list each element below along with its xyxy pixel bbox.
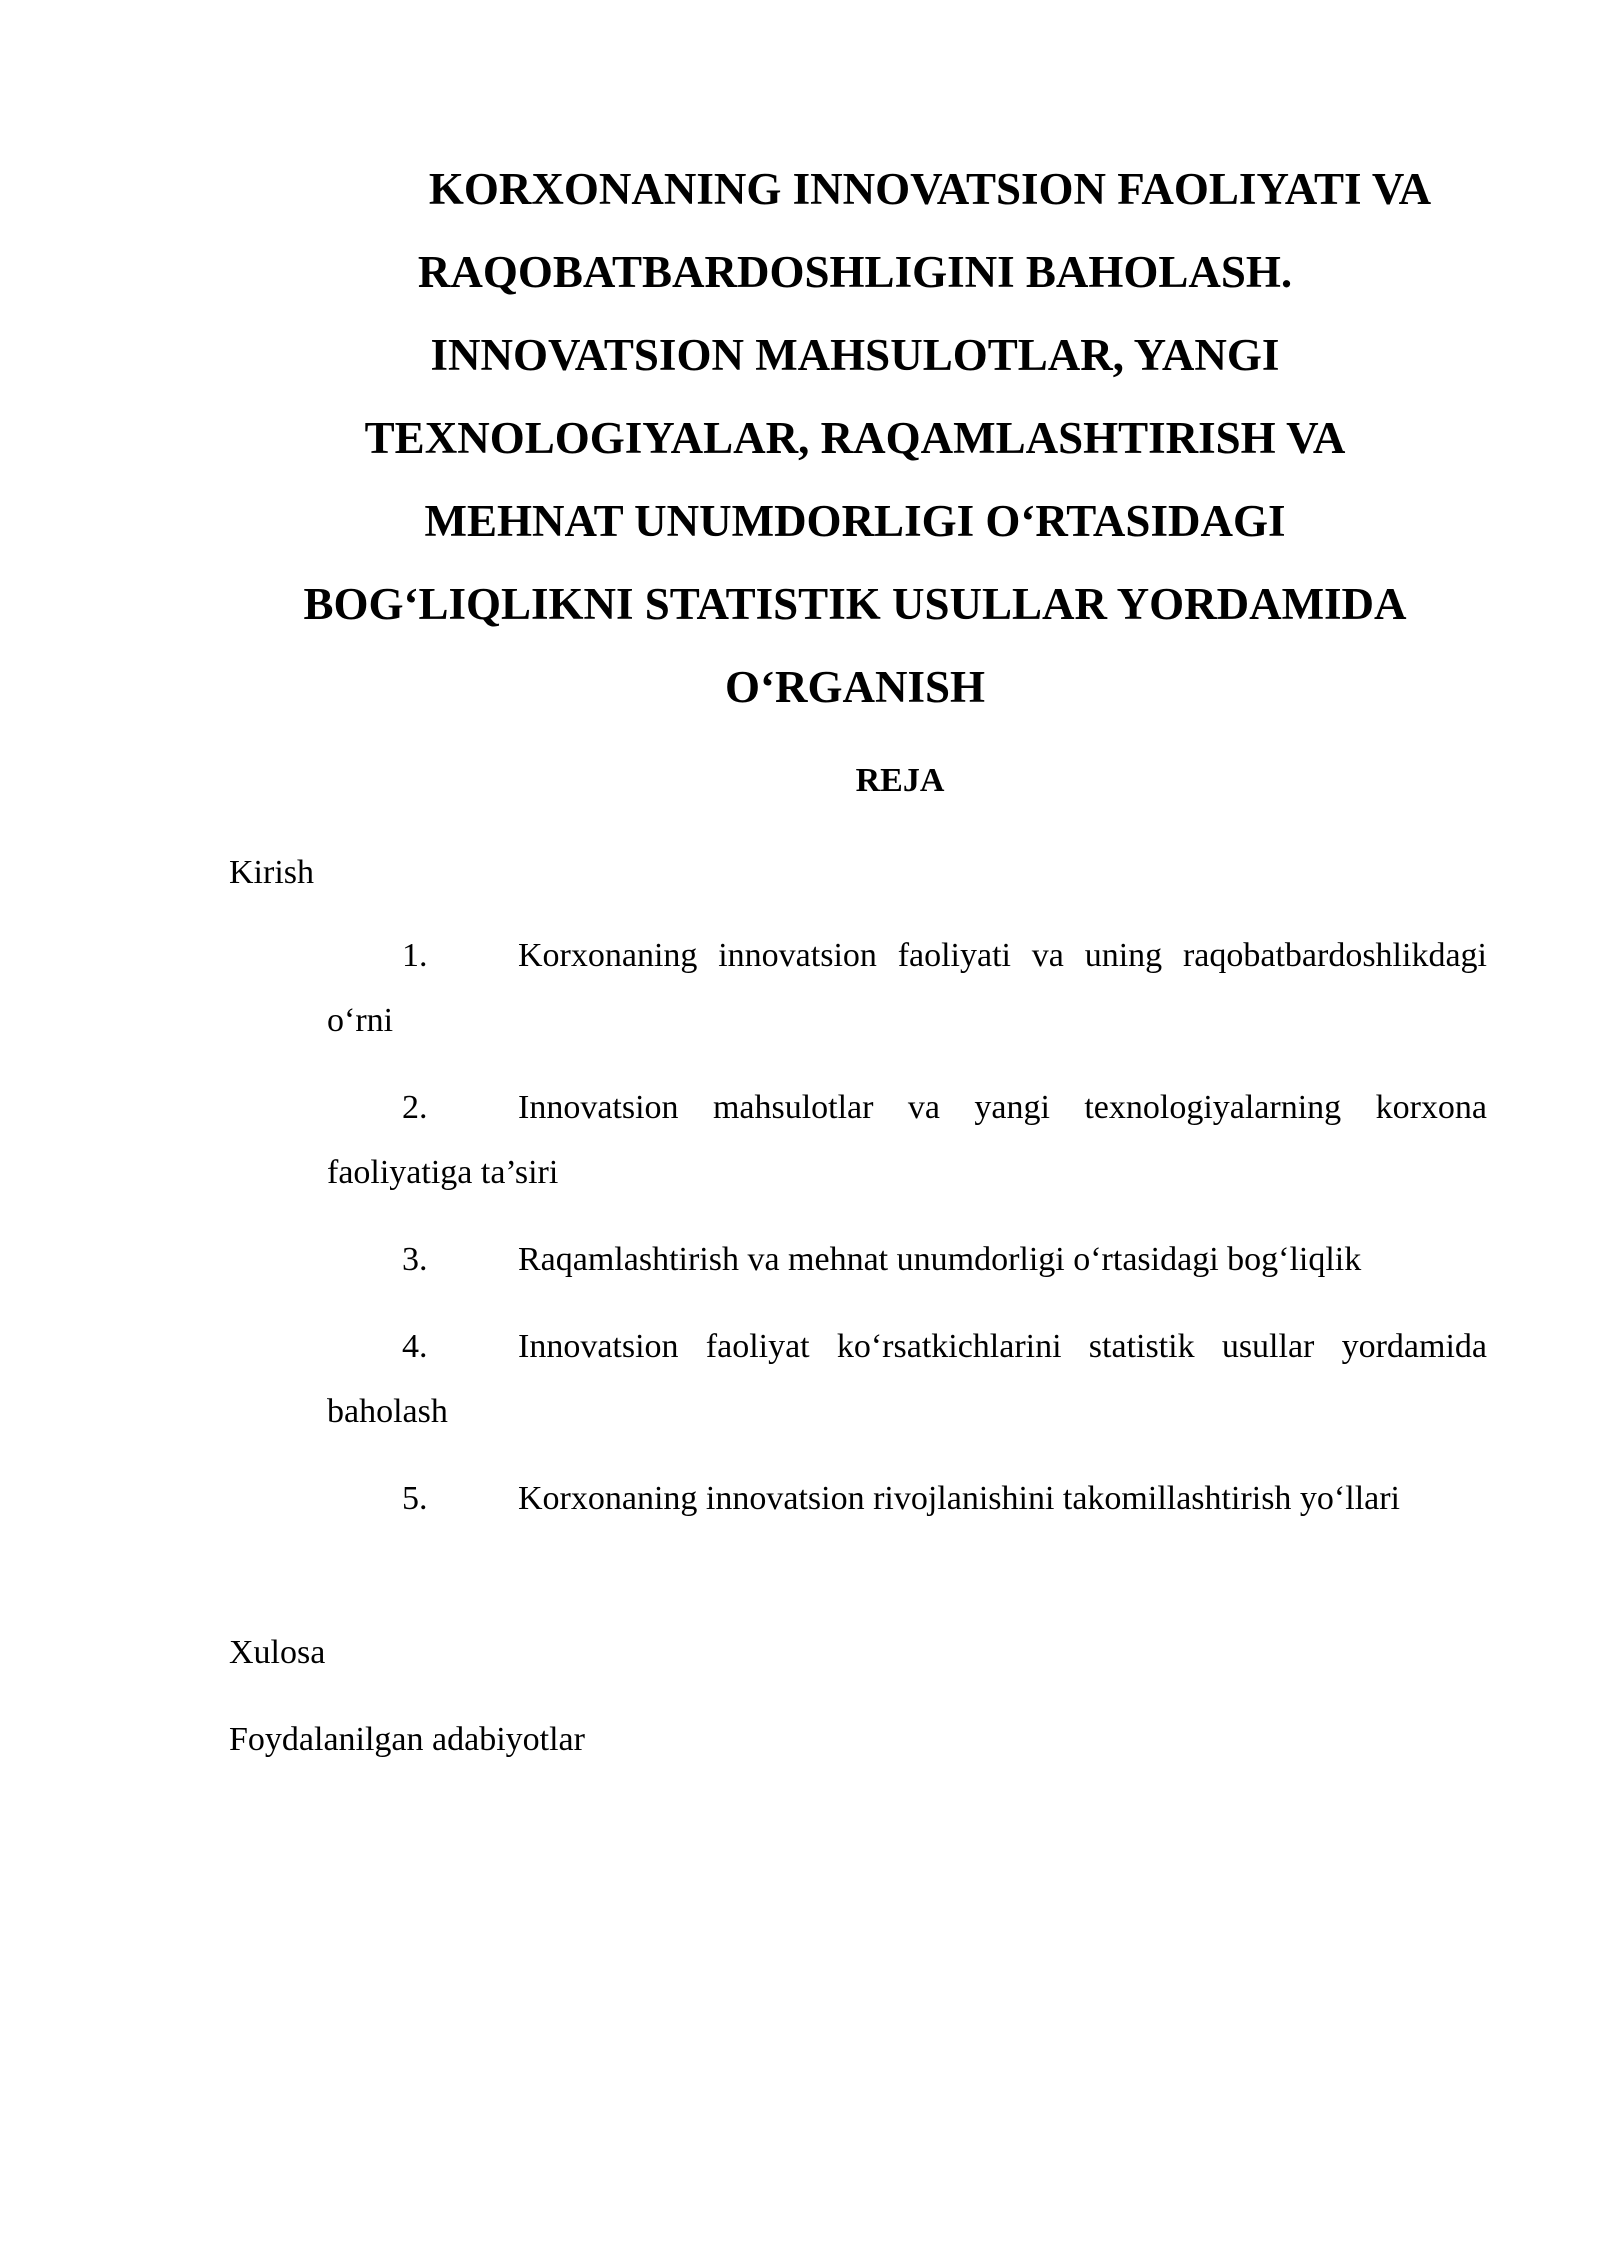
plan-heading: REJA [855, 762, 945, 799]
plan-item-number: 4. [402, 1328, 428, 1365]
plan-item-text: Innovatsion mahsulotlar va yangi texnologiyalarning korxona faoliyatiga ta’siri [327, 1089, 1487, 1191]
plan-item-2 [327, 1075, 1487, 1205]
plan-item-4 [327, 1314, 1487, 1444]
intro-entry: Kirish [229, 854, 314, 891]
plan-item-text: Innovatsion faoliyat ko‘rsatkichlarini statistik usullar yordamida baholash [327, 1328, 1487, 1430]
plan-item-number: 2. [402, 1089, 428, 1126]
title-line: MEHNAT UNUMDORLIGI O‘RTASIDAGI [424, 496, 1286, 546]
plan-item-1 [327, 923, 1487, 1053]
plan-item-number: 3. [402, 1241, 428, 1278]
plan-item-number: 1. [402, 937, 428, 974]
title-line: KORXONANING INNOVATSION FAOLIYATI VA [428, 164, 1432, 214]
plan-item-3 [327, 1227, 1487, 1292]
title-line: O‘RGANISH [724, 662, 986, 712]
plan-item-5 [327, 1466, 1487, 1531]
conclusion-entry: Xulosa [229, 1634, 326, 1671]
plan-item-text: Korxonaning innovatsion rivojlanishini takomillashtirish yo‘llari [518, 1480, 1401, 1517]
references-entry: Foydalanilgan adabiyotlar [229, 1721, 585, 1758]
document-title [240, 148, 1470, 729]
title-line: RAQOBATBARDOSHLIGINI BAHOLASH. [417, 247, 1293, 297]
title-line: BOG‘LIQLIKNI STATISTIK USULLAR YORDAMIDA [303, 579, 1407, 629]
title-line: TEXNOLOGIYALAR, RAQAMLASHTIRISH VA [364, 413, 1346, 463]
title-line: INNOVATSION MAHSULOTLAR, YANGI [430, 330, 1280, 380]
plan-item-number: 5. [402, 1480, 428, 1517]
plan-item-text: Korxonaning innovatsion faoliyati va uning raqobatbardoshlikdagi o‘rni [327, 937, 1487, 1039]
plan-item-text: Raqamlashtirish va mehnat unumdorligi o‘rtasidagi bog‘liqlik [518, 1241, 1362, 1278]
